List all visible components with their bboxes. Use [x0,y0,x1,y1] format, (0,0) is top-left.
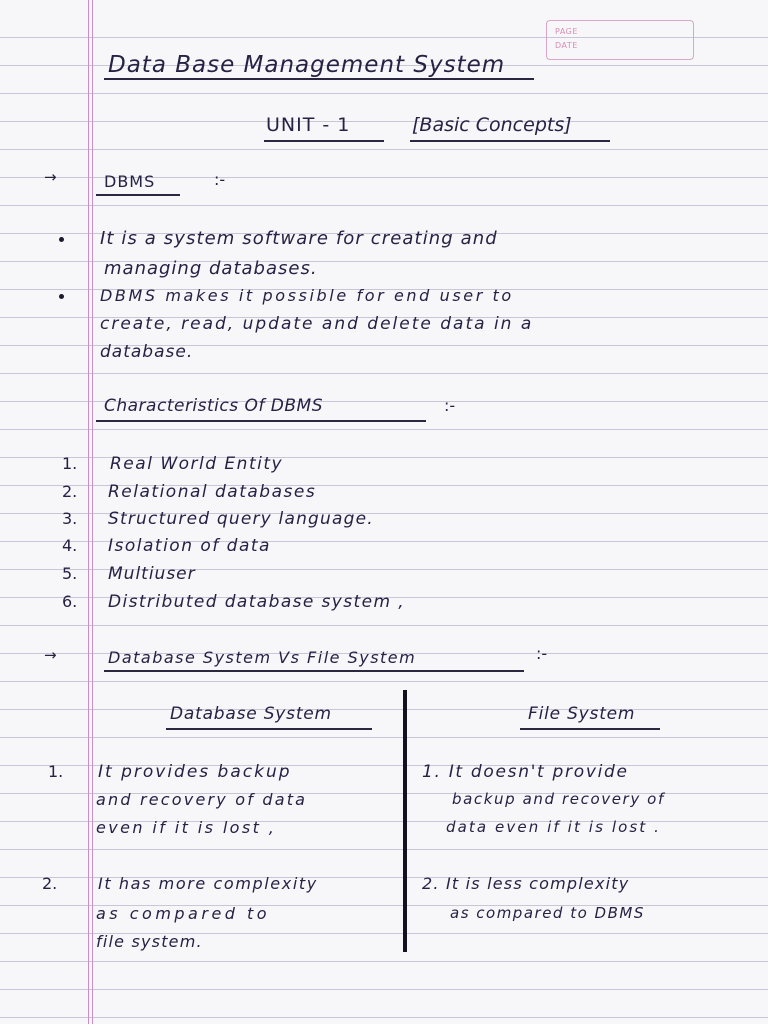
dbms-heading: DBMS [104,172,156,191]
dbms-heading-underline [96,194,180,196]
dbms-bullet-2-line-1: DBMS makes it possible for end user to [100,286,514,305]
list-item-number: 4. [62,536,78,555]
unit-heading-underline [264,140,384,142]
bullet-dot [59,237,64,242]
left-cell-line: It provides backup [98,762,292,782]
comparison-underline [104,670,524,672]
comparison-colon: :- [536,644,548,663]
dbms-bullet-1-line-1: It is a system software for creating and [100,228,498,249]
date-label: DATE [555,41,578,50]
list-item: Multiuser [108,564,196,584]
right-cell-line: as compared to DBMS [450,904,645,922]
list-item: Isolation of data [108,536,271,556]
dbms-bullet-1-line-2: managing databases. [104,258,318,279]
characteristics-underline [96,420,426,422]
left-cell-line: It has more complexity [98,874,318,893]
list-item: Structured query language. [108,509,374,529]
characteristics-heading: Characteristics Of DBMS [104,396,323,416]
dbms-colon: :- [214,170,226,189]
left-cell-line: even if it is lost , [96,818,277,837]
page-label: PAGE [555,27,578,36]
left-cell-line: and recovery of data [96,790,308,809]
dbms-bullet-2-line-2: create, read, update and delete data in a [100,314,534,334]
page-title: Data Base Management System [108,52,506,78]
comparison-heading: Database System Vs File System [108,648,417,667]
list-item-number: 6. [62,592,78,611]
row-number: 1. [48,762,64,781]
list-item-number: 2. [62,482,78,501]
unit-subtitle: [Basic Concepts] [412,114,572,136]
unit-subtitle-underline [410,140,610,142]
title-underline [104,78,534,80]
dbms-bullet-2-line-3: database. [100,342,194,362]
unit-heading: UNIT - 1 [266,114,351,136]
characteristics-colon: :- [444,396,456,415]
list-item: Real World Entity [110,454,284,474]
right-cell-line: data even if it is lost . [446,818,662,836]
bullet-dot [59,294,64,299]
arrow-icon: → [44,168,57,186]
right-header-underline [520,728,660,730]
arrow-icon: → [44,646,57,664]
margin-line [88,0,89,1024]
list-item-number: 1. [62,454,78,473]
left-header-underline [166,728,372,730]
left-cell-line: file system. [96,932,203,951]
right-cell-line: 1. It doesn't provide [422,762,629,782]
page-date-box [546,20,694,60]
left-column-header: Database System [170,704,332,724]
row-number: 2. [42,874,58,893]
list-item-number: 3. [62,509,78,528]
left-cell-line: as compared to [96,904,271,923]
right-column-header: File System [528,704,636,724]
list-item: Distributed database system , [108,592,406,612]
list-item-number: 5. [62,564,78,583]
margin-line-inner [92,0,93,1024]
list-item: Relational databases [108,482,317,502]
right-cell-line: 2. It is less complexity [422,874,630,893]
right-cell-line: backup and recovery of [452,790,665,808]
column-divider [403,690,407,952]
